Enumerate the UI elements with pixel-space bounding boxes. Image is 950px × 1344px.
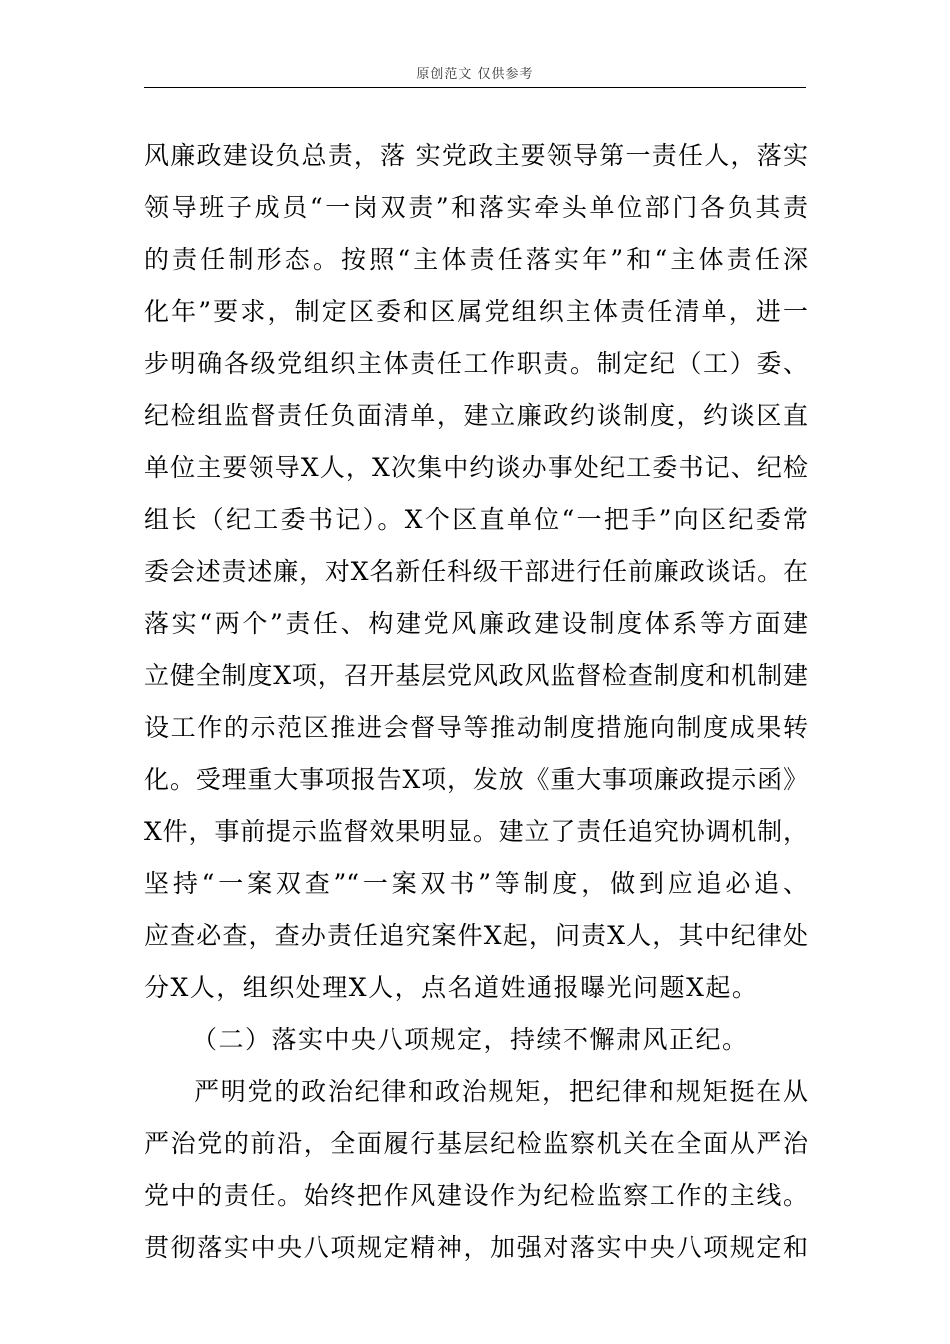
header-divider (144, 87, 806, 88)
paragraph-line: 坚持“一案双查”“一案双书”等制度，做到应追必追、 (144, 869, 808, 898)
paragraph-line: 严治党的前沿，全面履行基层纪检监察机关在全面从严治 (144, 1129, 808, 1158)
paragraph-line: 化。受理重大事项报告X项，发放《重大事项廉政提示函》 (144, 765, 808, 794)
paragraph-line: 领导班子成员“一岗双责”和落实牵头单位部门各负其责 (144, 193, 808, 222)
paragraph-line: 组长（纪工委书记）。X个区直单位“一把手”向区纪委常 (144, 505, 808, 534)
paragraph-line: 化年”要求，制定区委和区属党组织主体责任清单，进一 (144, 297, 808, 326)
paragraph-line: 分X人，组织处理X人，点名道姓通报曝光问题X起。 (144, 973, 759, 1002)
paragraph-line: 设工作的示范区推进会督导等推动制度措施向制度成果转 (144, 713, 808, 742)
paragraph-line: 委会述责述廉，对X名新任科级干部进行任前廉政谈话。在 (144, 557, 808, 586)
paragraph-line: 纪检组监督责任负面清单，建立廉政约谈制度，约谈区直 (144, 401, 808, 430)
paragraph-line: 单位主要领导X人，X次集中约谈办事处纪工委书记、纪检 (144, 453, 808, 482)
paragraph-line: X件，事前提示监督效果明显。建立了责任追究协调机制， (144, 817, 808, 846)
paragraph-line: 立健全制度X项，召开基层党风政风监督检查制度和机制建 (144, 661, 808, 690)
paragraph-line: 步明确各级党组织主体责任工作职责。制定纪（工）委、 (144, 349, 808, 378)
page-header: 原创范文 仅供参考 (416, 67, 534, 82)
paragraph-line: 落实“两个”责任、构建党风廉政建设制度体系等方面建 (144, 609, 808, 638)
section-heading: （二）落实中央八项规定，持续不懈肃风正纪。 (192, 1025, 749, 1054)
paragraph-line: 应查必查，查办责任追究案件X起，问责X人，其中纪律处 (144, 921, 808, 950)
paragraph-line: 党中的责任。始终把作风建设作为纪检监察工作的主线。 (144, 1181, 808, 1210)
document-body (144, 130, 808, 1274)
paragraph-line: 的责任制形态。按照“主体责任落实年”和“主体责任深 (144, 245, 808, 274)
paragraph-line: 严明党的政治纪律和政治规矩，把纪律和规矩挺在从 (194, 1077, 808, 1106)
paragraph-line: 风廉政建设负总责，落 实党政主要领导第一责任人，落实 (144, 141, 808, 170)
paragraph-line: 贯彻落实中央八项规定精神，加强对落实中央八项规定和 (144, 1233, 808, 1262)
